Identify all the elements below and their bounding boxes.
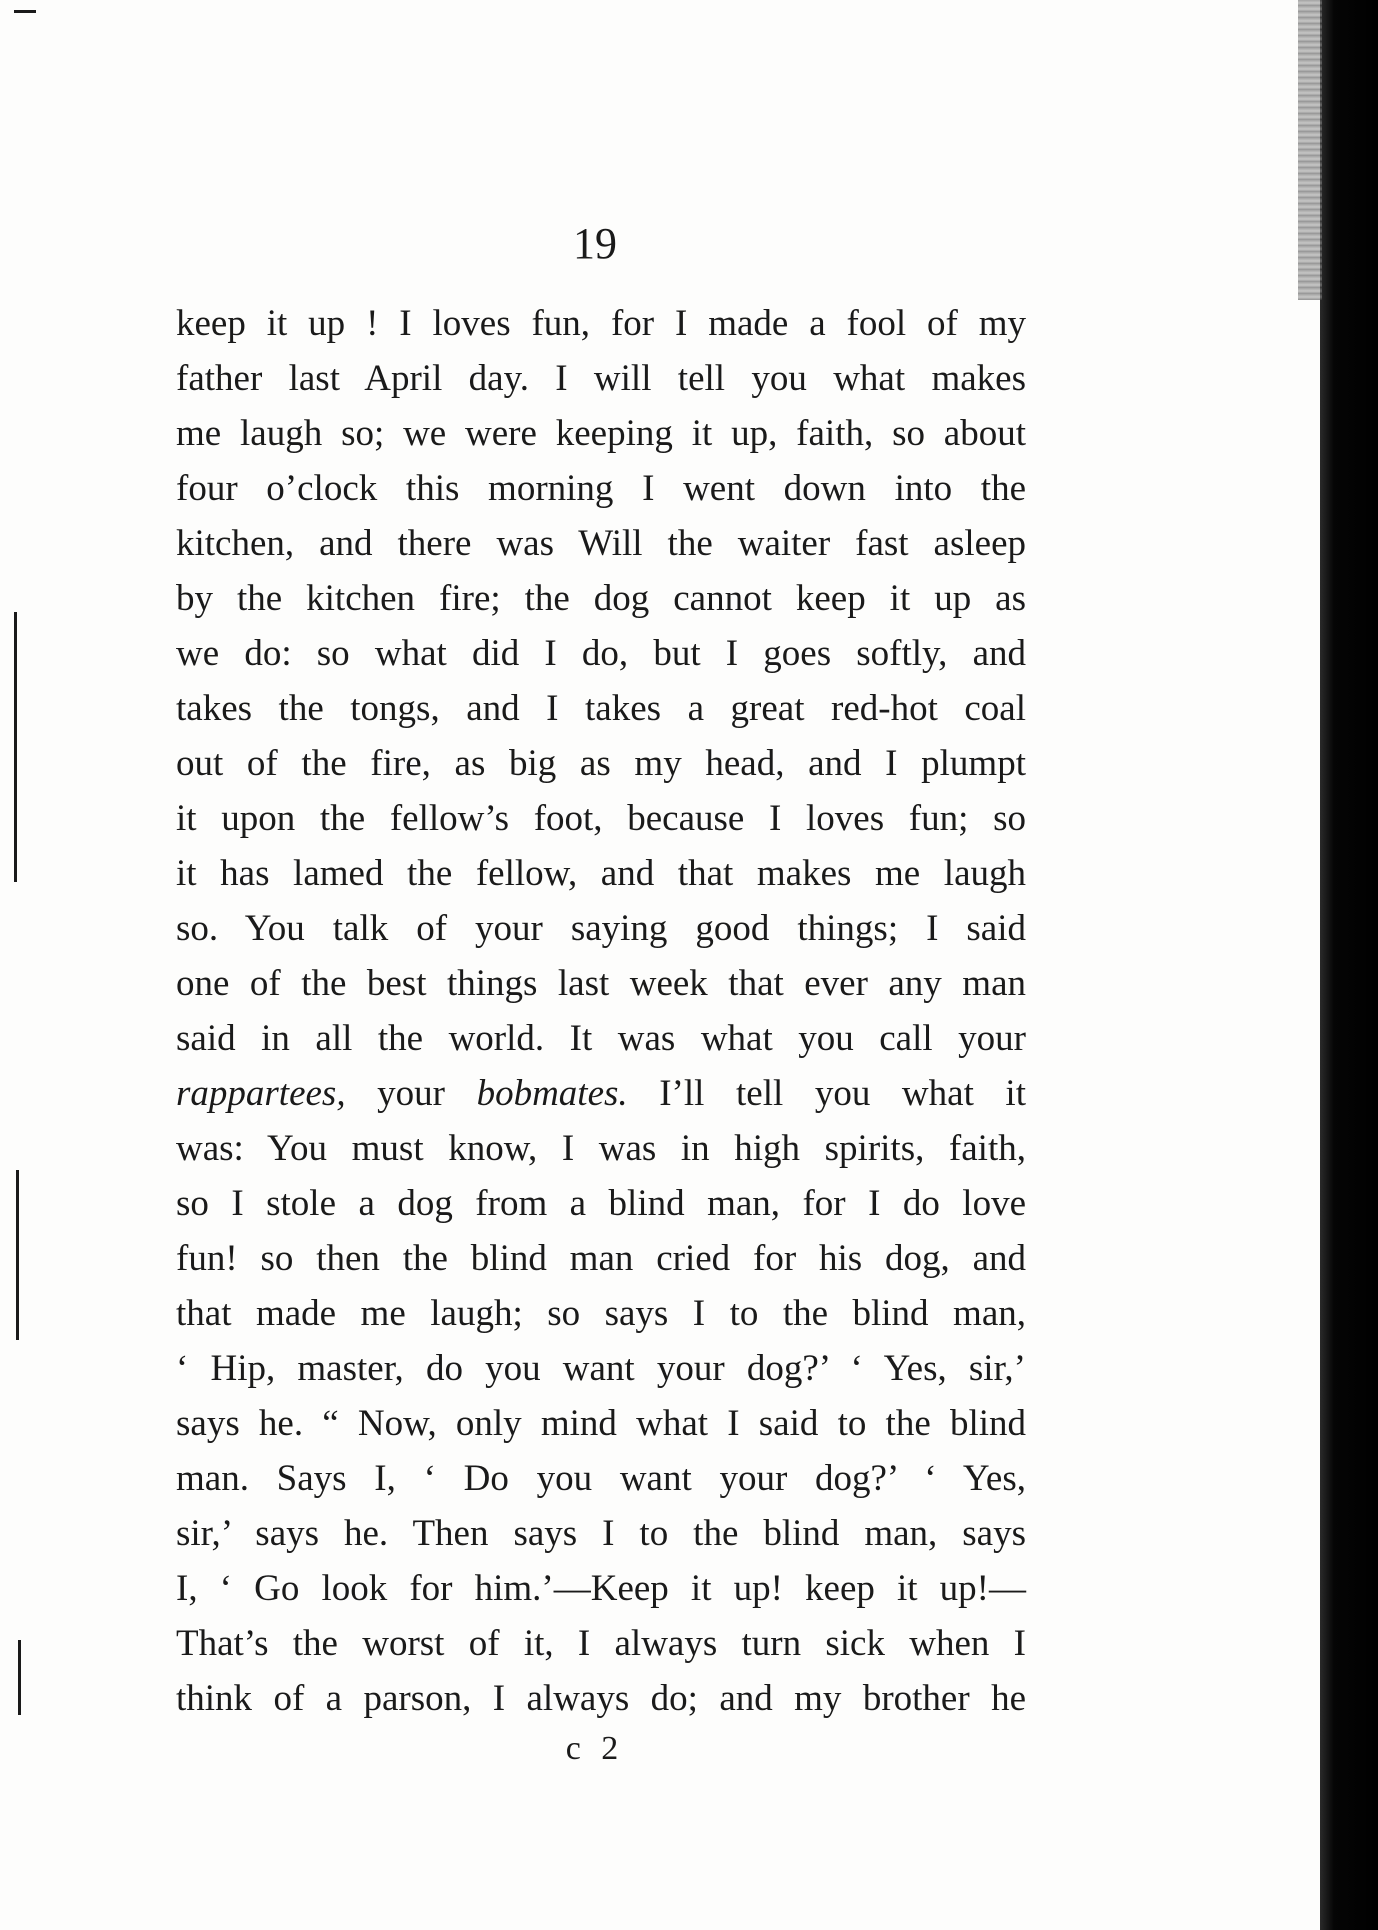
margin-mark [16,1170,19,1340]
margin-mark [18,1640,21,1715]
text-span: I’ll tell you what it [627,1073,1026,1114]
margin-mark [14,612,17,882]
text-line: kitchen, and there was Will the waiter fast asleep [176,523,1026,564]
text-line: think of a parson, I always do; and my brother he [176,1678,1026,1719]
text-line: ‘ Hip, master, do you want your dog?’ ‘ Yes, sir,’ [176,1348,1026,1389]
italic-term: rappartees, [176,1073,346,1114]
italic-term: bobmates. [476,1073,628,1114]
text-line: man. Says I, ‘ Do you want your dog?’ ‘ Yes, [176,1458,1026,1499]
text-line: said in all the world. It was what you call your [176,1018,1026,1059]
text-span: your [345,1073,477,1114]
text-line: one of the best things last week that ever any man [176,963,1026,1004]
text-line: we do: so what did I do, but I goes softly, and [176,633,1026,674]
text-line: it upon the fellow’s foot, because I loves fun; so [176,798,1026,839]
text-line: me laugh so; we were keeping it up, faith, so about [176,413,1026,454]
text-line: four o’clock this morning I went down into the [176,468,1026,509]
text-line: sir,’ says he. Then says I to the blind man, says [176,1513,1026,1554]
binding-edge [1320,0,1378,1930]
text-line: that made me laugh; so says I to the blind man, [176,1293,1026,1334]
text-line: That’s the worst of it, I always turn sick when I [176,1623,1026,1664]
text-line: it has lamed the fellow, and that makes me laugh [176,853,1026,894]
text-line-mixed [176,1066,1026,1121]
signature-mark: c 2 [565,1730,625,1767]
text-line: so I stole a dog from a blind man, for I do love [176,1183,1026,1224]
text-line: fun! so then the blind man cried for his dog, and [176,1238,1026,1279]
text-line: so. You talk of your saying good things; I said [176,908,1026,949]
text-line: I, ‘ Go look for him.’—Keep it up! keep it up!— [176,1568,1026,1609]
page-number: 19 [573,219,617,268]
text-line: father last April day. I will tell you what makes [176,358,1026,399]
text-line: keep it up ! I loves fun, for I made a fool of my [176,303,1026,344]
text-line: by the kitchen fire; the dog cannot keep it up as [176,578,1026,619]
margin-mark [14,10,36,13]
text-line: was: You must know, I was in high spirits, faith, [176,1128,1026,1169]
body-text [176,296,1026,1726]
text-line: out of the fire, as big as my head, and I plumpt [176,743,1026,784]
text-line: takes the tongs, and I takes a great red-hot coal [176,688,1026,729]
text-line: says he. “ Now, only mind what I said to the blind [176,1403,1026,1444]
